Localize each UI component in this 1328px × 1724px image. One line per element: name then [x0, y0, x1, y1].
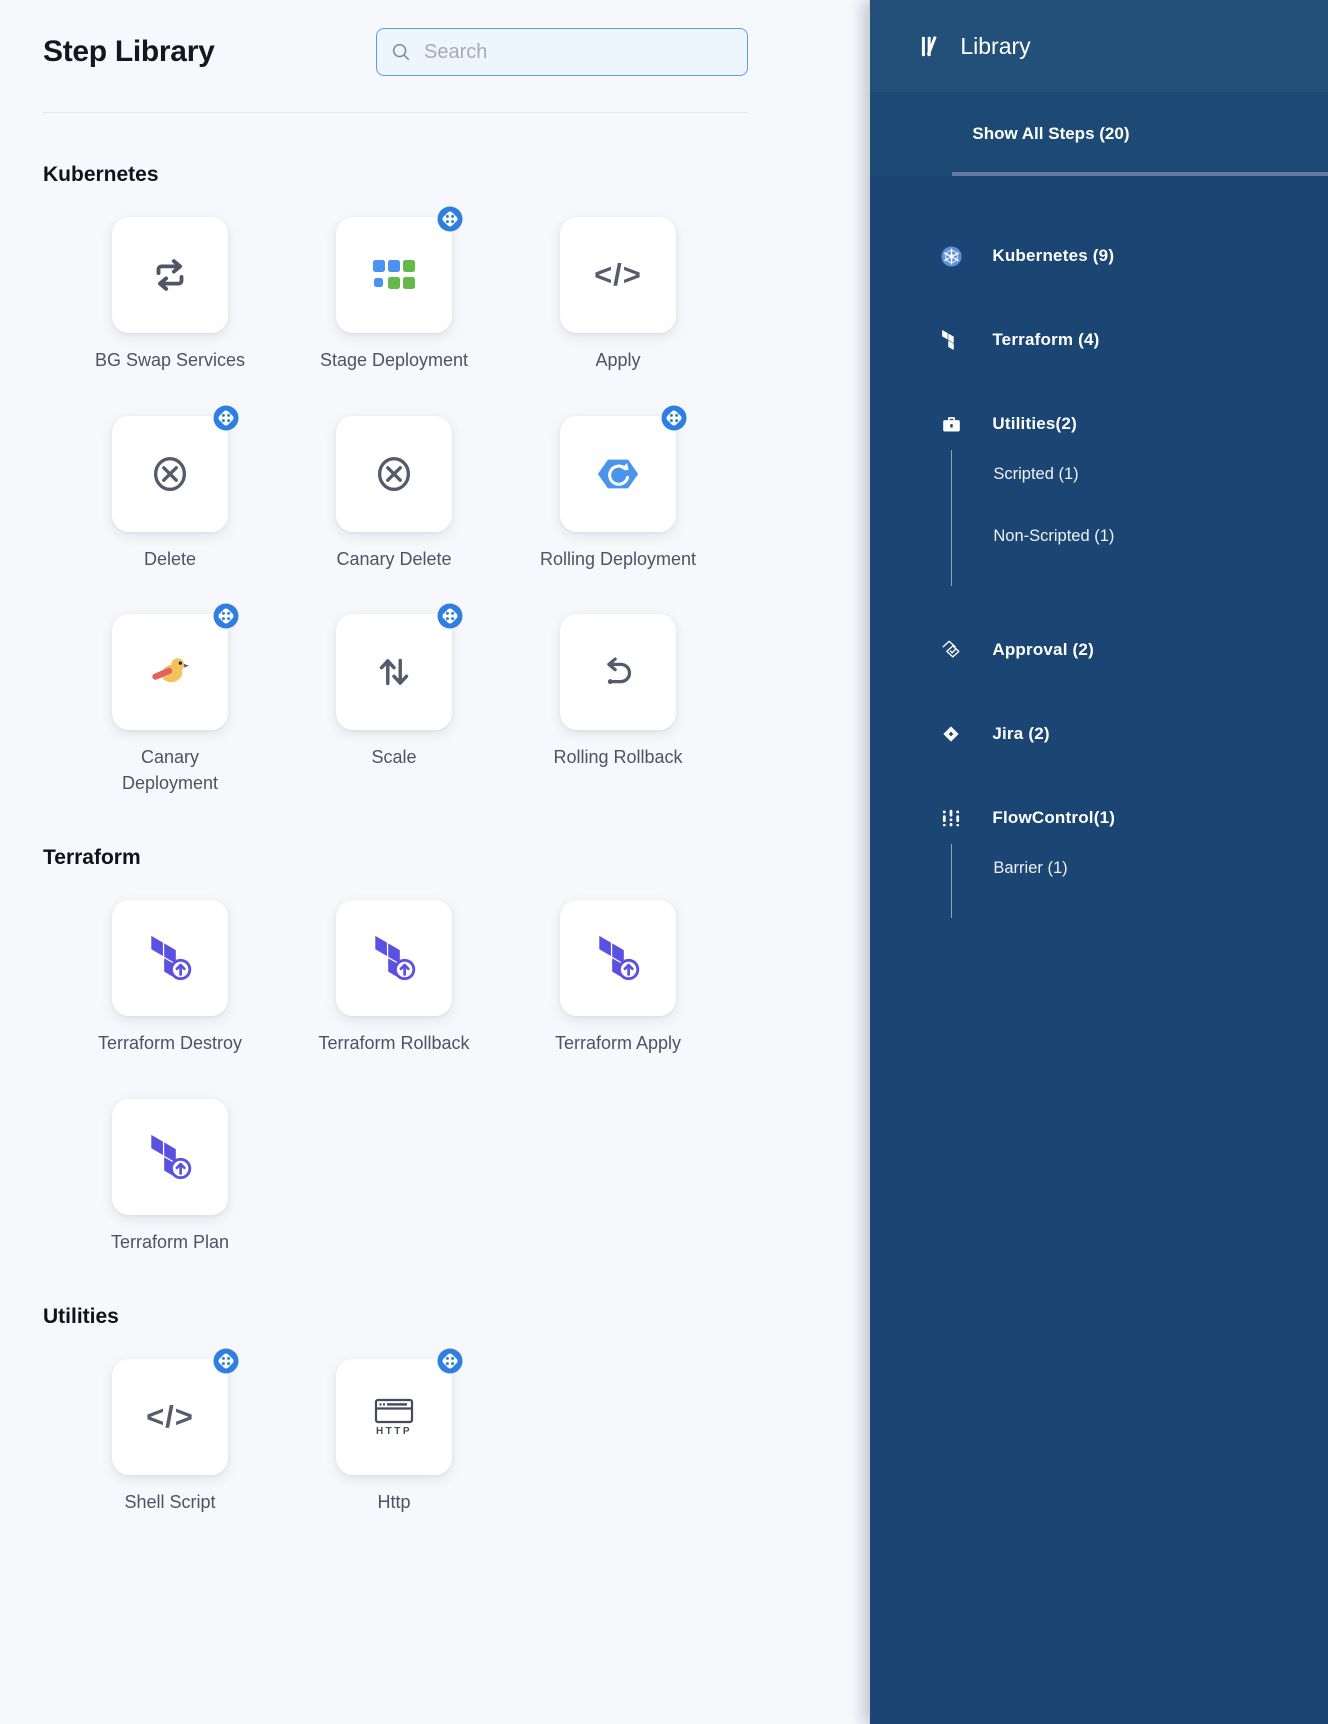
step-card[interactable] [112, 1099, 228, 1215]
step-delete [58, 416, 282, 573]
search-box[interactable] [376, 28, 748, 76]
terraform-upload-icon [595, 934, 641, 982]
kubernetes-badge-icon [213, 1348, 239, 1374]
section-title-kubernetes: Kubernetes [43, 163, 159, 186]
kubernetes-badge-icon [213, 405, 239, 431]
http-icon-text: HTTP [375, 1425, 413, 1437]
flow-control-icon [938, 807, 964, 829]
briefcase-icon [938, 414, 964, 435]
step-rolling-deployment [506, 416, 730, 573]
step-label: BG Swap Services [94, 350, 246, 370]
step-label: Terraform Plan [110, 1231, 230, 1252]
sidebar-item-terraform[interactable] [870, 316, 1328, 364]
step-scale [282, 614, 506, 796]
step-label: Scale [371, 747, 417, 768]
sidebar-item-kubernetes[interactable] [870, 232, 1328, 280]
step-terraform-destroy [58, 900, 282, 1057]
library-sidebar [869, 0, 1328, 1724]
step-terraform-rollback [282, 900, 506, 1057]
search-icon [390, 41, 412, 63]
terraform-upload-icon [371, 934, 417, 982]
sidebar-subitem-non-scripted[interactable] [952, 516, 1328, 556]
code-icon: </> [594, 257, 642, 292]
step-card[interactable] [336, 900, 452, 1016]
step-bg-swap-services [58, 217, 282, 374]
kubernetes-icon [938, 245, 964, 268]
step-canary-deployment [58, 614, 282, 796]
step-card[interactable] [560, 416, 676, 532]
deployment-grid-icon [371, 255, 417, 295]
sidebar-item-approval[interactable] [870, 626, 1328, 674]
terraform-upload-icon [147, 934, 193, 982]
step-terraform-apply [506, 900, 730, 1057]
step-card[interactable] [112, 1359, 228, 1475]
section-title-utilities: Utilities [43, 1305, 119, 1329]
step-label: Terraform Apply [554, 1033, 682, 1054]
sidebar-title: Library [960, 32, 1031, 59]
sidebar-item-label: FlowControl(1) [992, 808, 1116, 827]
x-circle-icon [371, 451, 417, 497]
step-label: Terraform Rollback [318, 1033, 470, 1054]
up-down-arrows-icon [371, 649, 417, 695]
search-input[interactable] [422, 40, 734, 65]
http-window-icon [374, 1398, 414, 1437]
approval-check-icon [938, 639, 964, 661]
subitem-label: Barrier (1) [993, 858, 1068, 877]
active-tab-underline [952, 172, 1328, 176]
header-divider [43, 112, 748, 113]
sidebar-item-label: Approval (2) [992, 640, 1094, 659]
step-label: Apply [595, 350, 641, 370]
swap-arrows-icon [147, 252, 193, 298]
step-label: Http [377, 1492, 411, 1513]
kubernetes-step-grid [58, 217, 869, 796]
canary-bird-icon [147, 649, 193, 695]
subitem-label: Scripted (1) [993, 464, 1079, 483]
utilities-step-grid [58, 1359, 869, 1516]
sidebar-subitem-scripted[interactable] [952, 454, 1328, 494]
step-label: Canary Delete [336, 548, 452, 569]
sidebar-subitem-barrier[interactable] [952, 848, 1328, 888]
hexagon-refresh-icon [595, 451, 641, 497]
code-icon: </> [146, 1399, 194, 1435]
step-label: Canary Deployment [121, 747, 219, 793]
jira-icon [938, 724, 964, 744]
step-canary-delete [282, 416, 506, 573]
library-icon [920, 34, 945, 59]
sidebar-item-utilities[interactable] [870, 400, 1328, 448]
step-card[interactable] [112, 416, 228, 532]
step-card[interactable] [336, 416, 452, 532]
step-rolling-rollback [506, 614, 730, 796]
subitem-label: Non-Scripted (1) [993, 526, 1115, 545]
page-title: Step Library [43, 35, 215, 68]
sidebar-item-label: Terraform (4) [992, 330, 1100, 349]
step-card[interactable] [560, 614, 676, 730]
step-card[interactable] [112, 614, 228, 730]
tab-show-all-steps[interactable] [870, 92, 1328, 176]
step-stage-deployment [282, 217, 506, 374]
step-card[interactable] [336, 1359, 452, 1475]
flowcontrol-subgroup [951, 844, 1328, 918]
utilities-subgroup [951, 450, 1328, 586]
step-card[interactable] [560, 900, 676, 1016]
step-terraform-plan [58, 1099, 282, 1256]
sidebar-item-jira[interactable] [870, 710, 1328, 758]
step-card[interactable] [112, 900, 228, 1016]
kubernetes-badge-icon [437, 1348, 463, 1374]
step-label: Shell Script [124, 1492, 216, 1513]
step-http [282, 1359, 506, 1516]
step-card[interactable] [336, 614, 452, 730]
step-label: Stage Deployment [319, 350, 469, 370]
step-label: Delete [143, 548, 197, 569]
section-title-terraform: Terraform [43, 846, 141, 870]
terraform-icon [938, 330, 964, 350]
sidebar-item-label: Kubernetes (9) [992, 246, 1115, 265]
sidebar-item-flowcontrol[interactable] [870, 794, 1328, 842]
sidebar-item-label: Utilities(2) [992, 414, 1077, 433]
terraform-upload-icon [147, 1133, 193, 1181]
rollback-arrow-icon [595, 649, 641, 695]
kubernetes-badge-icon [437, 206, 463, 232]
step-card[interactable] [112, 217, 228, 333]
kubernetes-badge-icon [437, 603, 463, 629]
step-label: Rolling Rollback [553, 747, 683, 768]
category-nav [870, 176, 1328, 918]
tab-label: Show All Steps (20) [972, 124, 1130, 143]
x-circle-icon [147, 451, 193, 497]
sidebar-header [870, 0, 1328, 92]
kubernetes-badge-icon [213, 603, 239, 629]
sidebar-item-label: Jira (2) [992, 724, 1050, 743]
step-apply [506, 217, 730, 374]
step-label: Terraform Destroy [97, 1033, 243, 1054]
kubernetes-badge-icon [661, 405, 687, 431]
step-shell-script [58, 1359, 282, 1516]
step-card[interactable] [560, 217, 676, 333]
step-label: Rolling Deployment [539, 548, 697, 569]
step-card[interactable] [336, 217, 452, 333]
terraform-step-grid [58, 900, 869, 1255]
panel-header [43, 28, 748, 76]
